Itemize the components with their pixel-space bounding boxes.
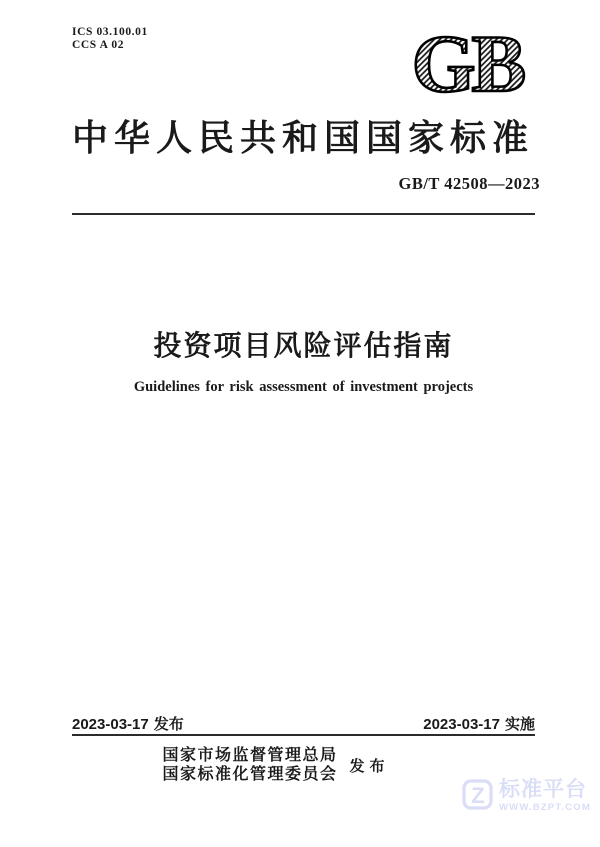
gb-logo-letters: GB [411, 22, 523, 98]
watermark-logo-letter: Z [471, 783, 485, 808]
issuer-name-2: 国家标准化管理委员会 [162, 766, 338, 783]
issue-date-value: 2023-03-17 [72, 716, 149, 733]
issuer-names [162, 746, 337, 784]
issue-date-label: 发布 [153, 716, 184, 733]
issuer-name-1: 国家市场监督管理总局 [162, 747, 338, 764]
watermark-site-url: WWW.BZPT.COM [499, 802, 591, 813]
ccs-code: CCS A 02 [72, 39, 125, 51]
watermark-logo-icon [462, 778, 494, 812]
issue-date [72, 713, 184, 734]
watermark-text [499, 778, 591, 813]
implement-date [423, 713, 535, 734]
implement-date-value: 2023-03-17 [423, 716, 500, 733]
bottom-divider [72, 734, 535, 736]
watermark-site-name: 标准平台 [499, 778, 587, 801]
national-standard-title: 中华人民共和国国家标准 [72, 118, 535, 158]
top-divider [72, 213, 535, 215]
document-title-en: Guidelines for risk assessment of investment projects [133, 379, 474, 395]
standard-number: GB/T 42508—2023 [398, 174, 540, 193]
document-title-zh: 投资项目风险评估指南 [153, 330, 454, 361]
classification-codes [72, 26, 148, 52]
gb-logo-icon [405, 22, 530, 98]
date-row [72, 713, 535, 734]
publish-label: 发布 [349, 758, 390, 775]
ics-code: ICS 03.100.01 [72, 26, 148, 38]
watermark [462, 778, 591, 813]
implement-date-label: 实施 [504, 716, 535, 733]
